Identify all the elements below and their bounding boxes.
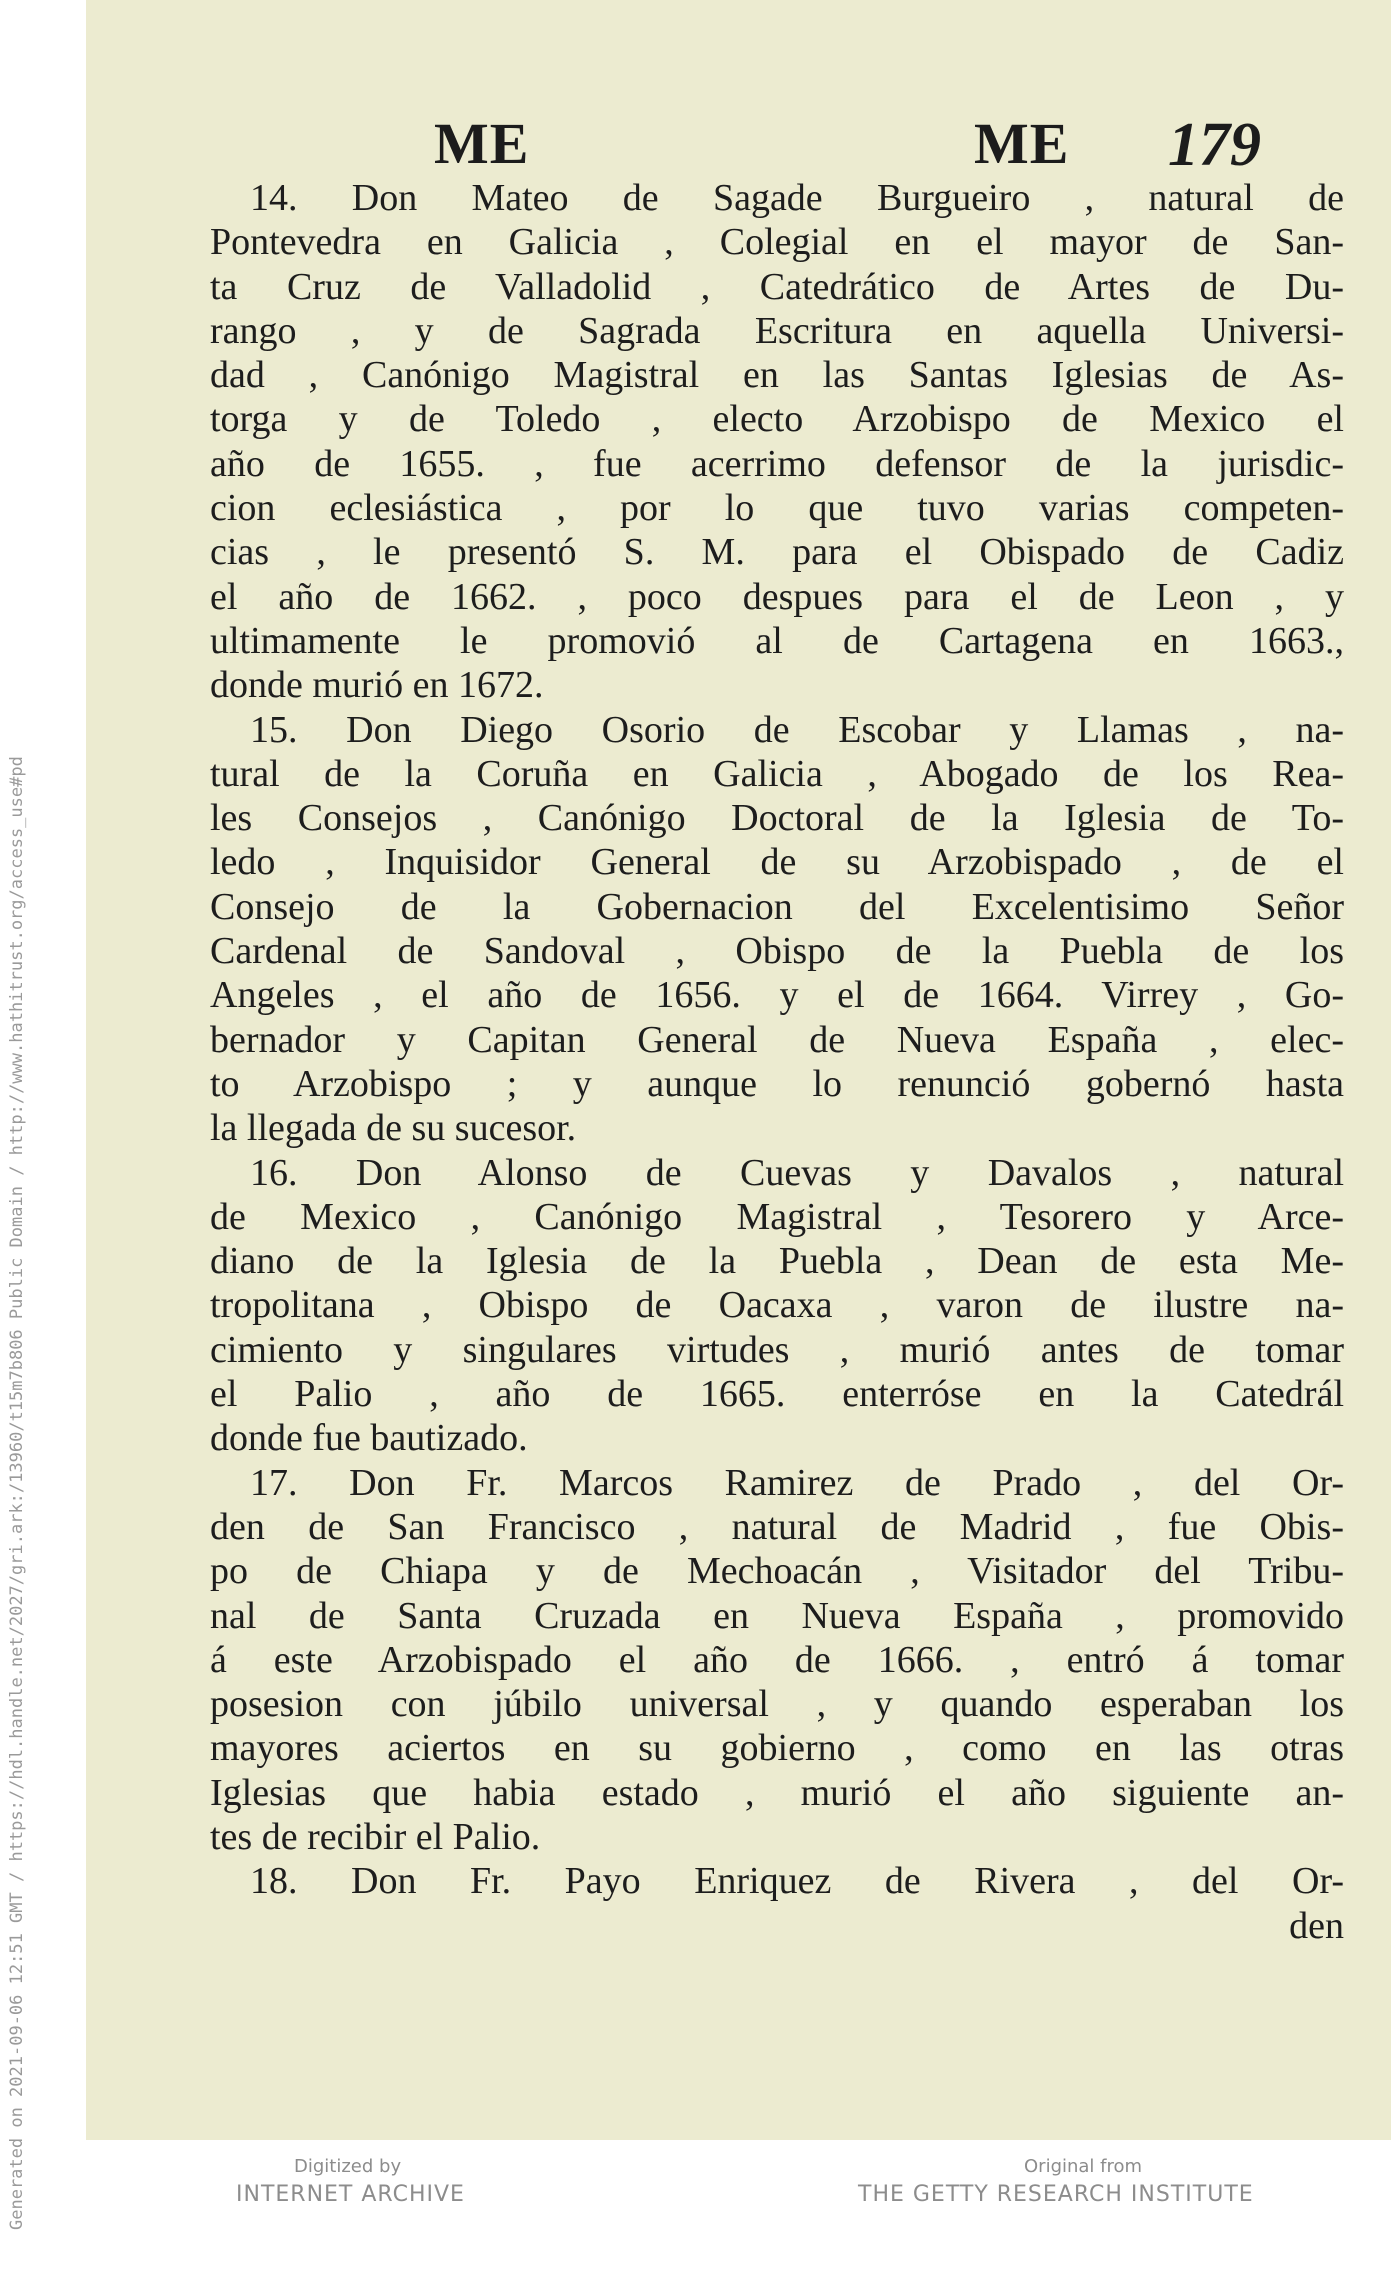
text-line: Angeles , el año de 1656. y el de 1664. Virrey , Go-: [210, 974, 1344, 1017]
catchword: den: [1289, 1904, 1344, 1947]
text-line: bernador y Capitan General de Nueva España , elec-: [210, 1018, 1344, 1061]
text-line: rango , y de Sagrada Escritura en aquella Universi-: [210, 309, 1344, 352]
text-line: la llegada de su sucesor.: [210, 1107, 577, 1150]
text-line: den de San Francisco , natural de Madrid , fue Obis-: [210, 1505, 1344, 1548]
text-line: diano de la Iglesia de la Puebla , Dean de esta Me-: [210, 1240, 1344, 1283]
text-line: tes de recibir el Palio.: [210, 1815, 541, 1858]
digitized-by-label: Digitized by: [294, 2156, 402, 2177]
text-line: ledo , Inquisidor General de su Arzobispado , de el: [210, 841, 1344, 884]
original-from-label: Original from: [1024, 2156, 1143, 2177]
text-line: 15. Don Diego Osorio de Escobar y Llamas , na-: [250, 708, 1344, 751]
header-left: ME: [434, 111, 530, 176]
text-line: ta Cruz de Valladolid , Catedrático de Artes de Du-: [210, 265, 1344, 308]
page-number: 179: [1168, 111, 1261, 179]
text-line: to Arzobispo ; y aunque lo renunció gobernó hasta: [210, 1062, 1344, 1105]
text-line: cion eclesiástica , por lo que tuvo varias competen-: [210, 487, 1344, 530]
text-line: 18. Don Fr. Payo Enriquez de Rivera , del Or-: [250, 1860, 1344, 1903]
text-line: les Consejos , Canónigo Doctoral de la Iglesia de To-: [210, 797, 1344, 840]
text-line: á este Arzobispado el año de 1666. , entró á tomar: [210, 1638, 1344, 1681]
text-line: Iglesias que habia estado , murió el año siguiente an-: [210, 1771, 1344, 1814]
text-line: tural de la Coruña en Galicia , Abogado de los Rea-: [210, 752, 1344, 795]
text-line: 14. Don Mateo de Sagade Burgueiro , natural de: [250, 177, 1344, 219]
text-line: año de 1655. , fue acerrimo defensor de la jurisdic-: [210, 442, 1344, 485]
text-line: Cardenal de Sandoval , Obispo de la Puebla de los: [210, 930, 1344, 973]
text-line: torga y de Toledo , electo Arzobispo de Mexico el: [210, 398, 1344, 441]
text-line: dad , Canónigo Magistral en las Santas Iglesias de As-: [210, 354, 1344, 397]
text-line: 17. Don Fr. Marcos Ramirez de Prado , del Or-: [250, 1461, 1344, 1504]
text-line: Consejo de la Gobernacion del Excelentisimo Señor: [210, 885, 1344, 928]
header-middle: ME: [974, 111, 1070, 176]
text-line: donde fue bautizado.: [210, 1417, 528, 1460]
text-line: donde murió en 1672.: [210, 664, 544, 707]
text-line: el año de 1662. , poco despues para el de Leon , y: [210, 575, 1344, 618]
text-line: mayores aciertos en su gobierno , como en las otras: [210, 1727, 1344, 1770]
text-line: posesion con júbilo universal , y quando esperaban los: [210, 1683, 1344, 1726]
text-line: cimiento y singulares virtudes , murió antes de tomar: [210, 1328, 1344, 1371]
text-line: Pontevedra en Galicia , Colegial en el mayor de San-: [210, 221, 1344, 264]
text-line: ultimamente le promovió al de Cartagena en 1663.,: [210, 619, 1344, 662]
page-body: [210, 176, 1344, 1948]
generation-watermark: [2, 756, 82, 2250]
internet-archive-label: INTERNET ARCHIVE: [236, 2182, 465, 2207]
text-line: cias , le presentó S. M. para el Obispado de Cadiz: [210, 531, 1344, 574]
text-line: de Mexico , Canónigo Magistral , Tesorero y Arce-: [210, 1195, 1344, 1238]
footer: [0, 2148, 1391, 2268]
book-page: [86, 0, 1391, 2140]
text-line: el Palio , año de 1665. enterróse en la Catedrál: [210, 1373, 1344, 1416]
text-line: nal de Santa Cruzada en Nueva España , promovido: [210, 1594, 1344, 1637]
text-line: 16. Don Alonso de Cuevas y Davalos , natural: [250, 1151, 1344, 1194]
text-line: tropolitana , Obispo de Oacaxa , varon de ilustre na-: [210, 1284, 1344, 1327]
text-line: po de Chiapa y de Mechoacán , Visitador del Tribu-: [210, 1550, 1344, 1593]
getty-label: THE GETTY RESEARCH INSTITUTE: [858, 2182, 1254, 2207]
watermark-text: Generated on 2021-09-06 12:51 GMT / https://hdl.handle.net/2027/gri.ark:/13960/t15m7b806 Public Domain / http://www.hathitrust.org/access_use#pd: [7, 756, 27, 2230]
